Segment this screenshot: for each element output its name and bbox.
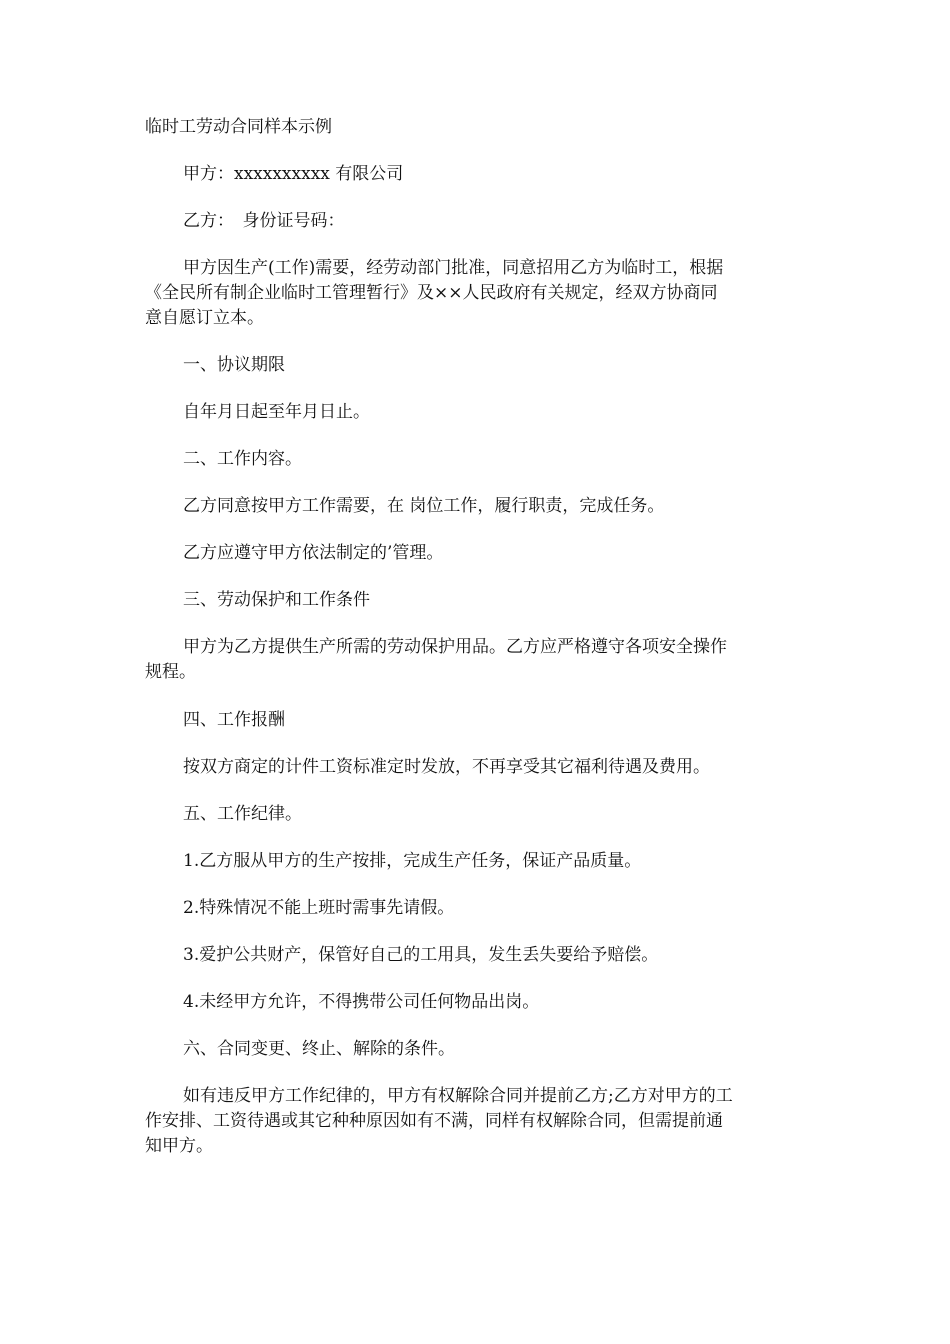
section-5-heading: 五、工作纪律。 xyxy=(183,804,302,824)
section-5-item-4: 4.未经甲方允许，不得携带公司任何物品出岗。 xyxy=(183,992,540,1012)
intro-line-3: 意自愿订立本。 xyxy=(145,308,264,328)
intro-line-1: 甲方因生产(工作)需要，经劳动部门批准，同意招用乙方为临时工，根据 xyxy=(183,258,724,278)
section-3-line-2: 规程。 xyxy=(145,662,196,682)
section-3-heading: 三、劳动保护和工作条件 xyxy=(183,590,370,610)
section-4-heading: 四、工作报酬 xyxy=(183,710,285,730)
section-4-text: 按双方商定的计件工资标准定时发放，不再享受其它福利待遇及费用。 xyxy=(183,757,710,777)
section-1-text: 自年月日起至年月日止。 xyxy=(183,402,370,422)
section-5-item-1: 1.乙方服从甲方的生产按排，完成生产任务，保证产品质量。 xyxy=(183,851,642,871)
section-2-heading: 二、工作内容。 xyxy=(183,449,302,469)
party-a: 甲方：xxxxxxxxxx 有限公司 xyxy=(183,164,404,184)
section-6-heading: 六、合同变更、终止、解除的条件。 xyxy=(183,1039,455,1059)
intro-paragraph xyxy=(145,256,810,331)
section-2-text-2: 乙方应遵守甲方依法制定的’管理。 xyxy=(183,543,444,563)
section-3-paragraph xyxy=(145,635,810,685)
section-5-item-2: 2.特殊情况不能上班时需事先请假。 xyxy=(183,898,455,918)
section-2-text-1: 乙方同意按甲方工作需要，在 岗位工作，履行职责，完成任务。 xyxy=(183,496,665,516)
section-1-heading: 一、协议期限 xyxy=(183,355,285,375)
intro-line-2: 《全民所有制企业临时工管理暂行》及××人民政府有关规定，经双方协商同 xyxy=(145,283,718,303)
document-title: 临时工劳动合同样本示例 xyxy=(145,117,332,137)
section-3-line-1: 甲方为乙方提供生产所需的劳动保护用品。乙方应严格遵守各项安全操作 xyxy=(183,637,727,657)
section-6-line-3: 知甲方。 xyxy=(145,1136,213,1156)
section-5-item-3: 3.爱护公共财产，保管好自己的工用具，发生丢失要给予赔偿。 xyxy=(183,945,659,965)
section-6-line-2: 作安排、工资待遇或其它种种原因如有不满，同样有权解除合同，但需提前通 xyxy=(145,1111,723,1131)
party-b: 乙方： 身份证号码： xyxy=(183,211,345,231)
section-6-line-1: 如有违反甲方工作纪律的，甲方有权解除合同并提前乙方;乙方对甲方的工 xyxy=(183,1086,733,1106)
section-6-paragraph xyxy=(145,1084,810,1159)
